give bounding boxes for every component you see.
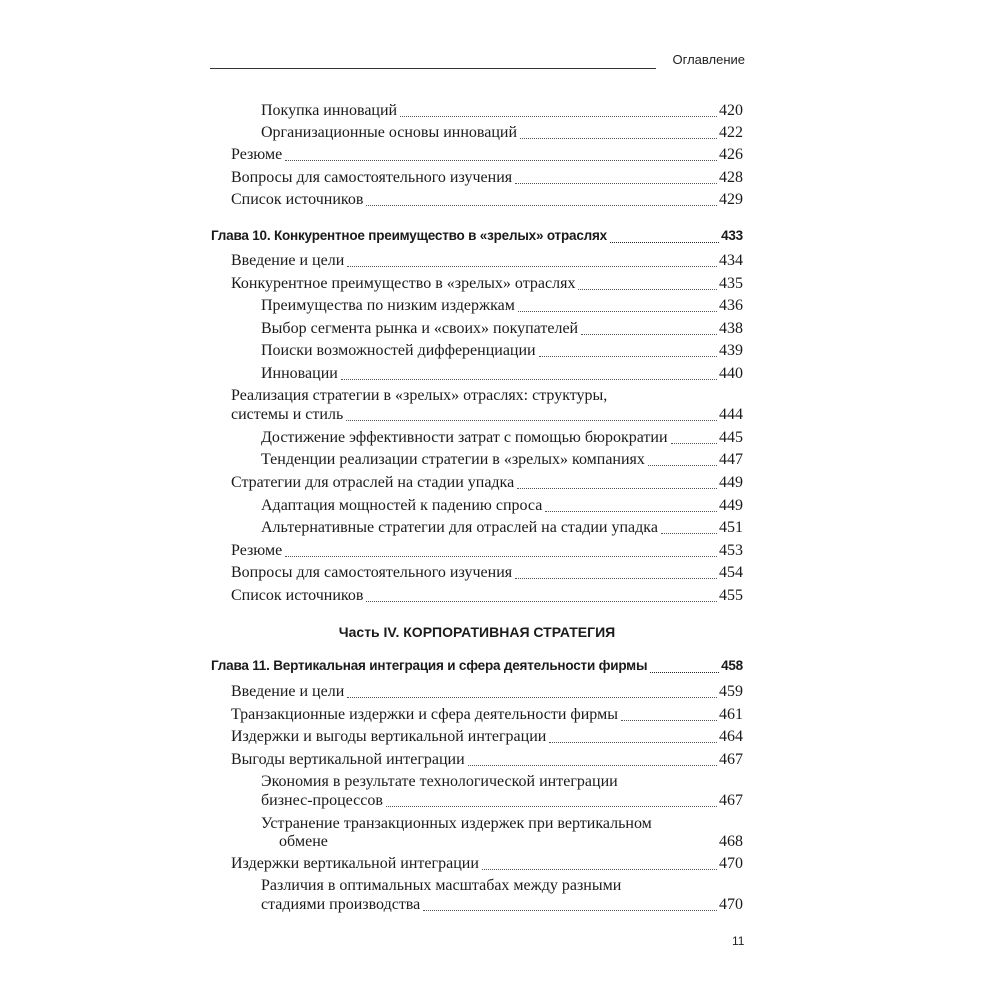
toc-entry[interactable] xyxy=(261,317,743,339)
leader-dots xyxy=(517,487,717,489)
toc-entry[interactable] xyxy=(231,539,743,561)
toc-entry-title: Преимущества по низким издержкам xyxy=(261,297,515,314)
toc-entry-page: 449 xyxy=(719,474,743,491)
toc-entry-page: 428 xyxy=(719,169,743,186)
leader-dots xyxy=(515,182,717,184)
toc-entry-title-line1: Устранение транзакционных издержек при вертикальном xyxy=(261,815,652,832)
toc-entry[interactable] xyxy=(261,893,743,915)
chapter-title: Глава 11. Вертикальная интеграция и сфера деятельности фирмы xyxy=(211,658,648,673)
toc-entry-page: 470 xyxy=(719,855,743,872)
toc-entry-page: 439 xyxy=(719,342,743,359)
toc-entry-page: 444 xyxy=(719,406,743,423)
toc-entry-title: Альтернативные стратегии для отраслей на стадии упадка xyxy=(261,519,658,536)
toc-entry-page: 451 xyxy=(719,519,743,536)
toc-entry-page: 420 xyxy=(719,102,743,119)
leader-dots xyxy=(518,310,717,312)
leader-dots xyxy=(482,868,717,870)
toc-entry-title: Издержки вертикальной интеграции xyxy=(231,855,479,872)
toc-entry-title: Введение и цели xyxy=(231,252,345,269)
leader-dots xyxy=(386,805,717,807)
toc-entry-page: 454 xyxy=(719,564,743,581)
toc-entry[interactable] xyxy=(231,143,743,165)
leader-dots xyxy=(648,464,717,466)
toc-entry-title: Введение и цели xyxy=(231,683,345,700)
toc-entry-title: Покупка инноваций xyxy=(261,102,398,119)
leader-dots xyxy=(549,741,717,743)
toc-entry-page: 436 xyxy=(719,297,743,314)
toc-entry[interactable] xyxy=(261,494,743,516)
toc-entry-page: 468 xyxy=(719,833,743,850)
toc-entry-title: Вопросы для самостоятельного изучения xyxy=(231,169,513,186)
leader-dots xyxy=(545,510,717,512)
toc-entry-page: 467 xyxy=(719,792,743,809)
leader-dots xyxy=(366,600,717,602)
leader-dots xyxy=(347,696,717,698)
toc-entry[interactable] xyxy=(231,188,743,210)
toc-entry-title: Поиски возможностей дифференциации xyxy=(261,342,536,359)
toc-entry-page: 461 xyxy=(719,706,743,723)
toc-entry-title: Организационные основы инноваций xyxy=(261,124,518,141)
leader-dots xyxy=(400,115,717,117)
leader-dots xyxy=(341,378,717,380)
chapter-page: 458 xyxy=(721,658,743,673)
toc-entry-page: 455 xyxy=(719,587,743,604)
toc-entry-page: 445 xyxy=(719,429,743,446)
toc-entry-title: Стратегии для отраслей на стадии упадка xyxy=(231,474,515,491)
toc-entry-title: системы и стиль xyxy=(231,406,344,423)
toc-entry[interactable] xyxy=(231,166,743,188)
toc-entry-page: 438 xyxy=(719,320,743,337)
leader-dots xyxy=(285,555,717,557)
toc-entry-page: 459 xyxy=(719,683,743,700)
toc-entry-title: Транзакционные издержки и сфера деятельности фирмы xyxy=(231,706,618,723)
toc-entry[interactable] xyxy=(261,339,743,361)
toc-entry-title: Выбор сегмента рынка и «своих» покупателей xyxy=(261,320,579,337)
chapter-heading-11[interactable] xyxy=(211,654,743,676)
leader-dots xyxy=(515,577,717,579)
toc-entry-title: Тенденции реализации стратегии в «зрелых» компаниях xyxy=(261,451,645,468)
toc-entry-title: Список источников xyxy=(231,191,364,208)
leader-dots xyxy=(621,719,717,721)
leader-dots xyxy=(650,671,719,673)
toc-entry-page: 453 xyxy=(719,542,743,559)
toc-entry-title: Адаптация мощностей к падению спроса xyxy=(261,497,543,514)
toc-entry-title: обмене xyxy=(279,833,328,850)
toc-entry[interactable] xyxy=(261,516,743,538)
leader-dots xyxy=(520,137,717,139)
toc-entry-page: 447 xyxy=(719,451,743,468)
toc-entry-title: Издержки и выгоды вертикальной интеграции xyxy=(231,728,547,745)
leader-dots xyxy=(423,909,717,911)
toc-entry-title: Достижение эффективности затрат с помощью бюрократии xyxy=(261,429,668,446)
leader-gap xyxy=(331,846,717,848)
leader-dots xyxy=(285,159,717,161)
chapter-title: Глава 10. Конкурентное преимущество в «зрелых» отраслях xyxy=(211,228,607,243)
toc-entry[interactable] xyxy=(231,272,743,294)
toc-entry[interactable] xyxy=(231,748,743,770)
chapter-page: 433 xyxy=(721,228,743,243)
toc-entry-title-line1: Различия в оптимальных масштабах между разными xyxy=(261,877,622,894)
toc-entry-page: 470 xyxy=(719,896,743,913)
toc-entry-title: стадиями производства xyxy=(261,896,421,913)
toc-entry-page: 464 xyxy=(719,728,743,745)
leader-dots xyxy=(581,333,717,335)
leader-dots xyxy=(346,419,717,421)
toc-entry[interactable] xyxy=(261,448,743,470)
toc-entry-title-line1: Реализация стратегии в «зрелых» отраслях: структуры, xyxy=(231,387,608,404)
running-header: Оглавление xyxy=(672,52,745,67)
toc-entry[interactable] xyxy=(261,789,743,811)
toc-entry-page: 440 xyxy=(719,365,743,382)
toc-entry[interactable] xyxy=(231,561,743,583)
toc-entry-page: 429 xyxy=(719,191,743,208)
toc-entry-title: бизнес-процессов xyxy=(261,792,383,809)
toc-entry-page: 435 xyxy=(719,275,743,292)
toc-entry-title: Резюме xyxy=(231,146,283,163)
toc-entry-page: 467 xyxy=(719,751,743,768)
leader-dots xyxy=(578,288,717,290)
toc-entry-title-line1: Экономия в результате технологической интеграции xyxy=(261,773,618,790)
toc-entry-title: Конкурентное преимущество в «зрелых» отраслях xyxy=(231,275,576,292)
toc-entry[interactable] xyxy=(261,830,743,852)
toc-entry[interactable] xyxy=(231,703,743,725)
toc-entry[interactable] xyxy=(231,725,743,747)
toc-entry-page: 426 xyxy=(719,146,743,163)
toc-entry-page: 434 xyxy=(719,252,743,269)
leader-dots xyxy=(468,764,717,766)
toc-entry[interactable] xyxy=(231,471,743,493)
toc-entry-title: Выгоды вертикальной интеграции xyxy=(231,751,465,768)
toc-entry[interactable] xyxy=(261,362,743,384)
leader-dots xyxy=(366,204,717,206)
toc-entry[interactable] xyxy=(261,426,743,448)
toc-entry-title: Резюме xyxy=(231,542,283,559)
toc-entry-page: 449 xyxy=(719,497,743,514)
toc-entry-title: Список источников xyxy=(231,587,364,604)
toc-entry-title: Вопросы для самостоятельного изучения xyxy=(231,564,513,581)
chapter-heading-10[interactable] xyxy=(211,224,743,246)
toc-entry[interactable] xyxy=(231,680,743,702)
toc-entry-page: 422 xyxy=(719,124,743,141)
header-rule xyxy=(210,68,656,69)
toc-entry[interactable] xyxy=(231,249,743,271)
leader-dots xyxy=(347,265,717,267)
toc-entry-title: Инновации xyxy=(261,365,338,382)
leader-dots xyxy=(539,355,717,357)
part-heading[interactable]: Часть IV. КОРПОРАТИВНАЯ СТРАТЕГИЯ xyxy=(338,624,616,640)
toc-entry[interactable] xyxy=(261,294,743,316)
toc-entry[interactable] xyxy=(231,403,743,425)
toc-entry[interactable] xyxy=(231,584,743,606)
page-number: 11 xyxy=(732,934,745,948)
toc-entry[interactable] xyxy=(261,99,743,121)
toc-entry[interactable] xyxy=(261,121,743,143)
leader-dots xyxy=(671,442,717,444)
leader-dots xyxy=(610,241,719,243)
leader-dots xyxy=(661,532,717,534)
toc-entry[interactable] xyxy=(231,852,743,874)
